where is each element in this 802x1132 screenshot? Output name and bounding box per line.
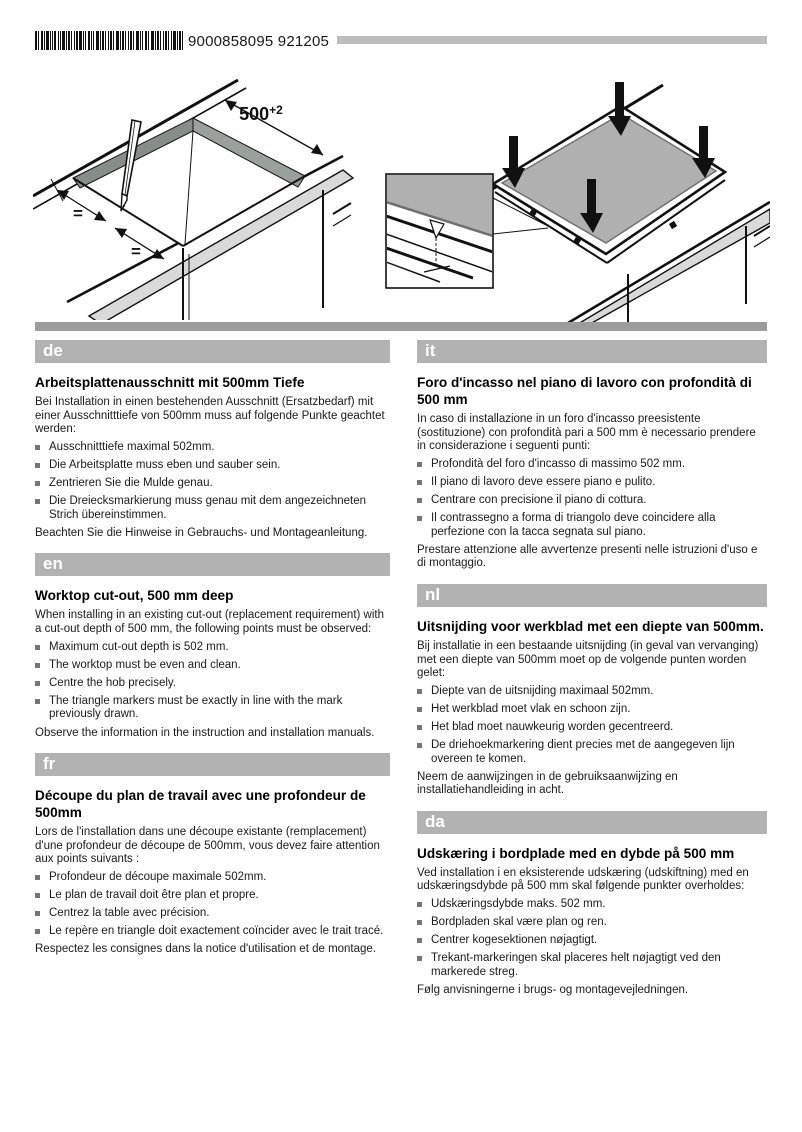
top-rule xyxy=(337,36,767,44)
section-outro: Neem de aanwijzingen in de gebruiksaanwijzing en installatiehandleiding in acht. xyxy=(417,770,678,797)
worktop-cutout-diagram xyxy=(33,78,381,320)
section-nl xyxy=(417,584,767,798)
lang-tab-da: da xyxy=(417,811,767,834)
section-heading: Arbeitsplattenausschnitt mit 500mm Tiefe xyxy=(35,375,305,390)
bullet-item: Centrare con precisione il piano di cottura. xyxy=(417,494,767,508)
bullet-list xyxy=(417,458,767,539)
section-heading: Découpe du plan de travail avec une profondeur de 500mm xyxy=(35,788,366,821)
section-heading: Worktop cut-out, 500 mm deep xyxy=(35,588,234,604)
lang-tab-it: it xyxy=(417,340,767,363)
section-intro: When installing in an existing cut-out (replacement requirement) with a cut-out depth of 500 mm, the following points must be observed: xyxy=(35,609,384,635)
bullet-item: Il contrassegno a forma di triangolo deve coincidere alla perfezione con la tacca segnata sul piano. xyxy=(417,512,767,539)
hob xyxy=(493,106,725,263)
section-outro: Prestare attenzione alle avvertenze presenti nelle istruzioni d'uso e di montaggio. xyxy=(417,543,758,570)
dimension-value: 500 xyxy=(239,104,270,124)
equal-mark-2: = xyxy=(131,242,141,261)
bullet-item: Trekant-markeringen skal placeres helt nøjagtigt ved den markerede streg. xyxy=(417,952,767,979)
bullet-item: Die Dreiecksmarkierung muss genau mit dem angezeichneten Strich übereinstimmen. xyxy=(35,495,390,522)
equal-mark-1: = xyxy=(73,204,83,223)
section-it xyxy=(417,340,767,571)
bullet-item: Le repère en triangle doit exactement coïncider avec le trait tracé. xyxy=(35,925,390,939)
bullet-item: Zentrieren Sie die Mulde genau. xyxy=(35,477,390,491)
lang-tab-en: en xyxy=(35,553,390,576)
section-da xyxy=(417,811,767,998)
bullet-item: Profondeur de découpe maximale 502mm. xyxy=(35,871,390,885)
bullet-item: Centrer kogesektionen nøjagtigt. xyxy=(417,934,767,948)
bullet-item: Bordpladen skal være plan og ren. xyxy=(417,916,767,930)
bullet-list xyxy=(35,871,390,939)
bullet-list xyxy=(35,441,390,522)
column-left xyxy=(35,340,390,970)
section-intro: Bij installatie in een bestaande uitsnijding (in geval van vervanging) met een diepte van 500mm moet op de volgende punten worden gelet: xyxy=(417,639,759,680)
triangle-marker-inset xyxy=(386,174,493,288)
section-outro: Følg anvisningerne i brugs- og montagevejledningen. xyxy=(417,984,689,997)
section-heading: Udskæring i bordplade med en dybde på 500 mm xyxy=(417,845,735,861)
bullet-item: Diepte van de uitsnijding maximaal 502mm. xyxy=(417,685,767,699)
dimension-tolerance: +2 xyxy=(269,103,283,117)
section-outro: Respectez les consignes dans la notice d'utilisation et de montage. xyxy=(35,943,377,956)
barcode-icon xyxy=(35,31,185,50)
section-outro: Observe the information in the instruction and installation manuals. xyxy=(35,726,375,739)
bullet-item: Het blad moet nauwkeurig worden gecentreerd. xyxy=(417,721,767,735)
bullet-item: Centre the hob precisely. xyxy=(35,677,390,691)
hob-installation-diagram xyxy=(378,76,770,324)
bullet-item: De driehoekmarkering dient precies met de aangegeven lijn overeen te komen. xyxy=(417,739,767,766)
bullet-list xyxy=(417,898,767,979)
section-en xyxy=(35,553,390,740)
lang-tab-nl: nl xyxy=(417,584,767,607)
bullet-item: Udskæringsdybde maks. 502 mm. xyxy=(417,898,767,912)
lang-tab-fr: fr xyxy=(35,753,390,776)
bullet-item: Le plan de travail doit être plan et propre. xyxy=(35,889,390,903)
section-fr xyxy=(35,753,390,957)
section-intro: Bei Installation in einen bestehenden Ausschnitt (Ersatzbedarf) mit einer Ausschnitttiefe von 500mm muss auf folgende Punkte geachtet werden: xyxy=(35,396,385,436)
bullet-item: Profondità del foro d'incasso di massimo 502 mm. xyxy=(417,458,767,472)
column-right xyxy=(417,340,767,1011)
bullet-list xyxy=(417,685,767,766)
lang-tab-de: de xyxy=(35,340,390,363)
section-outro: Beachten Sie die Hinweise in Gebrauchs- und Montageanleitung. xyxy=(35,526,368,539)
svg-text:500+2 xyxy=(239,103,283,124)
bullet-item: Maximum cut-out depth is 502 mm. xyxy=(35,641,390,655)
bullet-item: Centrez la table avec précision. xyxy=(35,907,390,921)
bullet-list xyxy=(35,641,390,722)
section-de xyxy=(35,340,390,540)
bullet-item: Ausschnitttiefe maximal 502mm. xyxy=(35,441,390,455)
section-intro: Ved installation i en eksisterende udskæring (udskiftning) med en udskæringsdybde på 500 mm skal følgende punkter overholdes: xyxy=(417,866,749,893)
bullet-item: Die Arbeitsplatte muss eben und sauber sein. xyxy=(35,459,390,473)
section-heading: Foro d'incasso nel piano di lavoro con profondità di 500 mm xyxy=(417,375,752,407)
cutout-opening xyxy=(73,118,305,246)
barcode-number: 9000858095 921205 xyxy=(188,33,330,50)
bullet-item: The triangle markers must be exactly in line with the mark previously drawn. xyxy=(35,695,390,722)
section-intro: Lors de l'installation dans une découpe existante (remplacement) d'une profondeur de découpe de 500mm, vous devez faire attention aux points suivants : xyxy=(35,826,380,866)
section-heading: Uitsnijding voor werkblad met een diepte van 500mm. xyxy=(417,618,764,634)
bullet-item: The worktop must be even and clean. xyxy=(35,659,390,673)
section-intro: In caso di installazione in un foro d'incasso preesistente (sostituzione) con profondità pari a 500 mm è necessario prendere in considerazione i seguenti punti: xyxy=(417,413,756,453)
bullet-item: Il piano di lavoro deve essere piano e pulito. xyxy=(417,476,767,490)
bullet-item: Het werkblad moet vlak en schoon zijn. xyxy=(417,703,767,717)
section-divider xyxy=(35,322,767,331)
